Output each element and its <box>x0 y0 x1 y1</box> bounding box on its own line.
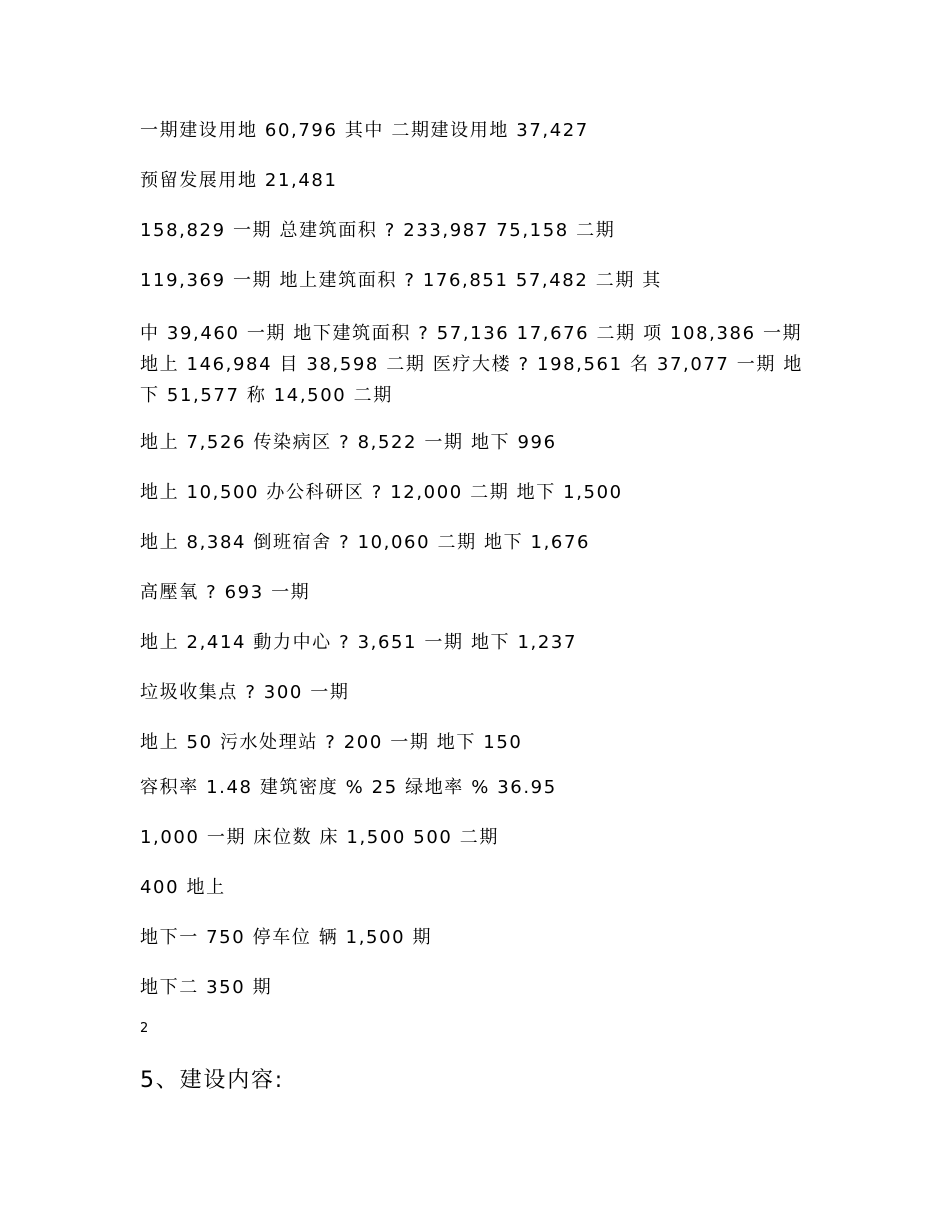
text-line: 400 地上 <box>140 877 226 898</box>
text-line: 一期建设用地 60,796 其中 二期建设用地 37,427 <box>140 120 589 141</box>
text-paragraph: 中 39,460 一期 地下建筑面积 ? 57,136 17,676 二期 项 108,386 一期 地上 146,984 目 38,598 二期 医疗大楼 ? 198,561 名 37,077 一期 地下 51,577 称 14,500 二期 <box>140 323 803 406</box>
text-line: 垃圾收集点 ? 300 一期 <box>140 682 350 703</box>
text-line: 地下二 350 期 <box>140 977 273 998</box>
document-page <box>140 118 820 1096</box>
text-line: 高壓氧 ? 693 一期 <box>140 582 311 603</box>
text-line: 158,829 一期 总建筑面积 ? 233,987 75,158 二期 <box>140 220 616 241</box>
text-line: 地上 8,384 倒班宿舍 ? 10,060 二期 地下 1,676 <box>140 532 591 553</box>
text-line: 地上 10,500 办公科研区 ? 12,000 二期 地下 1,500 <box>140 482 623 503</box>
section-heading: 5、建设内容: <box>140 1068 285 1093</box>
text-line: 预留发展用地 21,481 <box>140 170 338 191</box>
text-line: 地上 50 污水处理站 ? 200 一期 地下 150 <box>140 732 523 753</box>
page-number: 2 <box>140 1021 149 1036</box>
text-line: 1,000 一期 床位数 床 1,500 500 二期 <box>140 827 499 848</box>
text-line: 119,369 一期 地上建筑面积 ? 176,851 57,482 二期 其 <box>140 270 662 291</box>
text-line: 地下一 750 停车位 辆 1,500 期 <box>140 927 433 948</box>
text-line: 地上 7,526 传染病区 ? 8,522 一期 地下 996 <box>140 432 557 453</box>
text-line: 容积率 1.48 建筑密度 % 25 绿地率 % 36.95 <box>140 777 557 798</box>
text-line: 地上 2,414 動力中心 ? 3,651 一期 地下 1,237 <box>140 632 577 653</box>
